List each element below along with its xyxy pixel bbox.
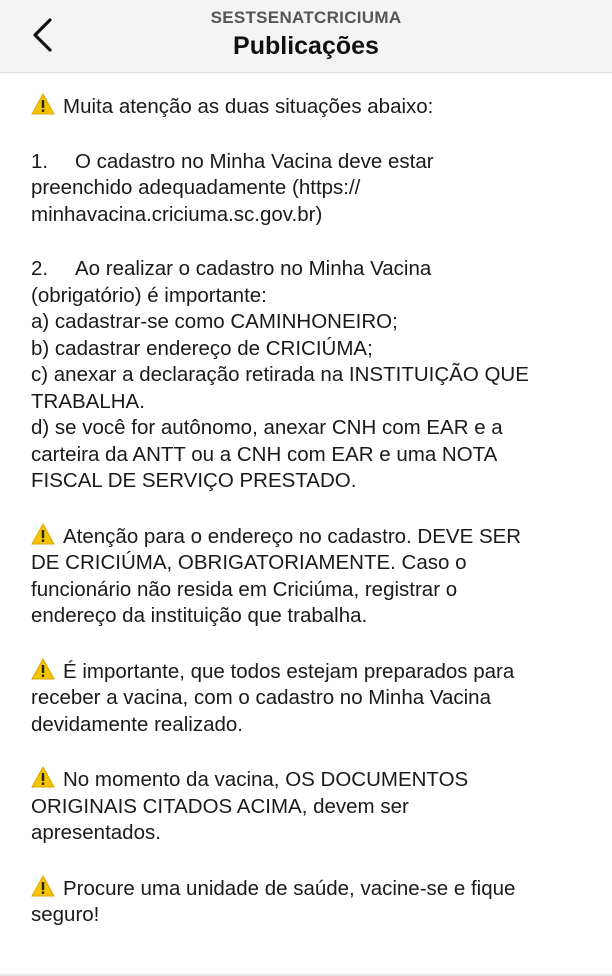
top-bar	[0, 0, 612, 73]
post-caption	[0, 73, 612, 929]
item-line: O cadastro no Minha Vacina deve estar	[75, 149, 434, 173]
item-line: d) se você for autônomo, anexar CNH com EAR e a	[31, 416, 503, 439]
item-number: 1.	[31, 149, 49, 173]
item-line: a) cadastrar-se como CAMINHONEIRO;	[31, 310, 398, 333]
warning-line: receber a vacina, com o cadastro no Minha Vacina	[31, 686, 491, 709]
item-2	[31, 256, 594, 495]
warning-icon	[31, 93, 55, 115]
intro-paragraph	[31, 93, 594, 121]
item-line: minhavacina.criciuma.sc.gov.br)	[31, 202, 323, 226]
item-line: preenchido adequadamente (https://	[31, 176, 361, 199]
warning-icon	[31, 766, 55, 788]
warning-line: devidamente realizado.	[31, 712, 243, 736]
item-number: 2.	[31, 257, 49, 280]
warning-line: DE CRICIÚMA, OBRIGATORIAMENTE. Caso o	[31, 551, 467, 574]
intro-text: Muita atenção as duas situações abaixo:	[63, 95, 434, 118]
item-line: c) anexar a declaração retirada na INSTITUIÇÃO QUE	[31, 363, 529, 386]
warning-line: seguro!	[31, 903, 100, 926]
warning-line: endereço da instituição que trabalha.	[31, 604, 368, 627]
warning-line: funcionário não resida em Criciúma, registrar o	[31, 577, 458, 601]
item-line: FISCAL DE SERVIÇO PRESTADO.	[31, 469, 357, 492]
warning-line: É importante, que todos estejam preparados para	[63, 659, 515, 683]
item-line: carteira da ANTT ou a CNH com EAR e uma NOTA	[31, 442, 498, 466]
warning-line: ORIGINAIS CITADOS ACIMA, devem ser	[31, 794, 409, 818]
header-titles	[0, 8, 612, 62]
page-title: Publicações	[233, 32, 379, 60]
warning-paragraph-4	[31, 875, 594, 929]
warning-line: No momento da vacina, OS DOCUMENTOS	[63, 768, 469, 791]
item-line: b) cadastrar endereço de CRICIÚMA;	[31, 336, 373, 360]
warning-line: apresentados.	[31, 821, 161, 844]
warning-paragraph-3	[31, 766, 594, 847]
item-line: (obrigatório) é importante:	[31, 283, 267, 307]
warning-paragraph-1	[31, 523, 594, 630]
warning-line: Procure uma unidade de saúde, vacine-se e fique	[63, 876, 516, 900]
warning-line: Atenção para o endereço no cadastro. DEVE SER	[63, 524, 522, 548]
account-name[interactable]: SESTSENATCRICIUMA	[210, 8, 402, 27]
warning-icon	[31, 658, 55, 680]
item-1	[31, 149, 594, 229]
warning-icon	[31, 875, 55, 897]
item-line: Ao realizar o cadastro no Minha Vacina	[75, 257, 432, 280]
warning-paragraph-2	[31, 658, 594, 739]
warning-icon	[31, 523, 55, 545]
item-line: TRABALHA.	[31, 389, 145, 413]
